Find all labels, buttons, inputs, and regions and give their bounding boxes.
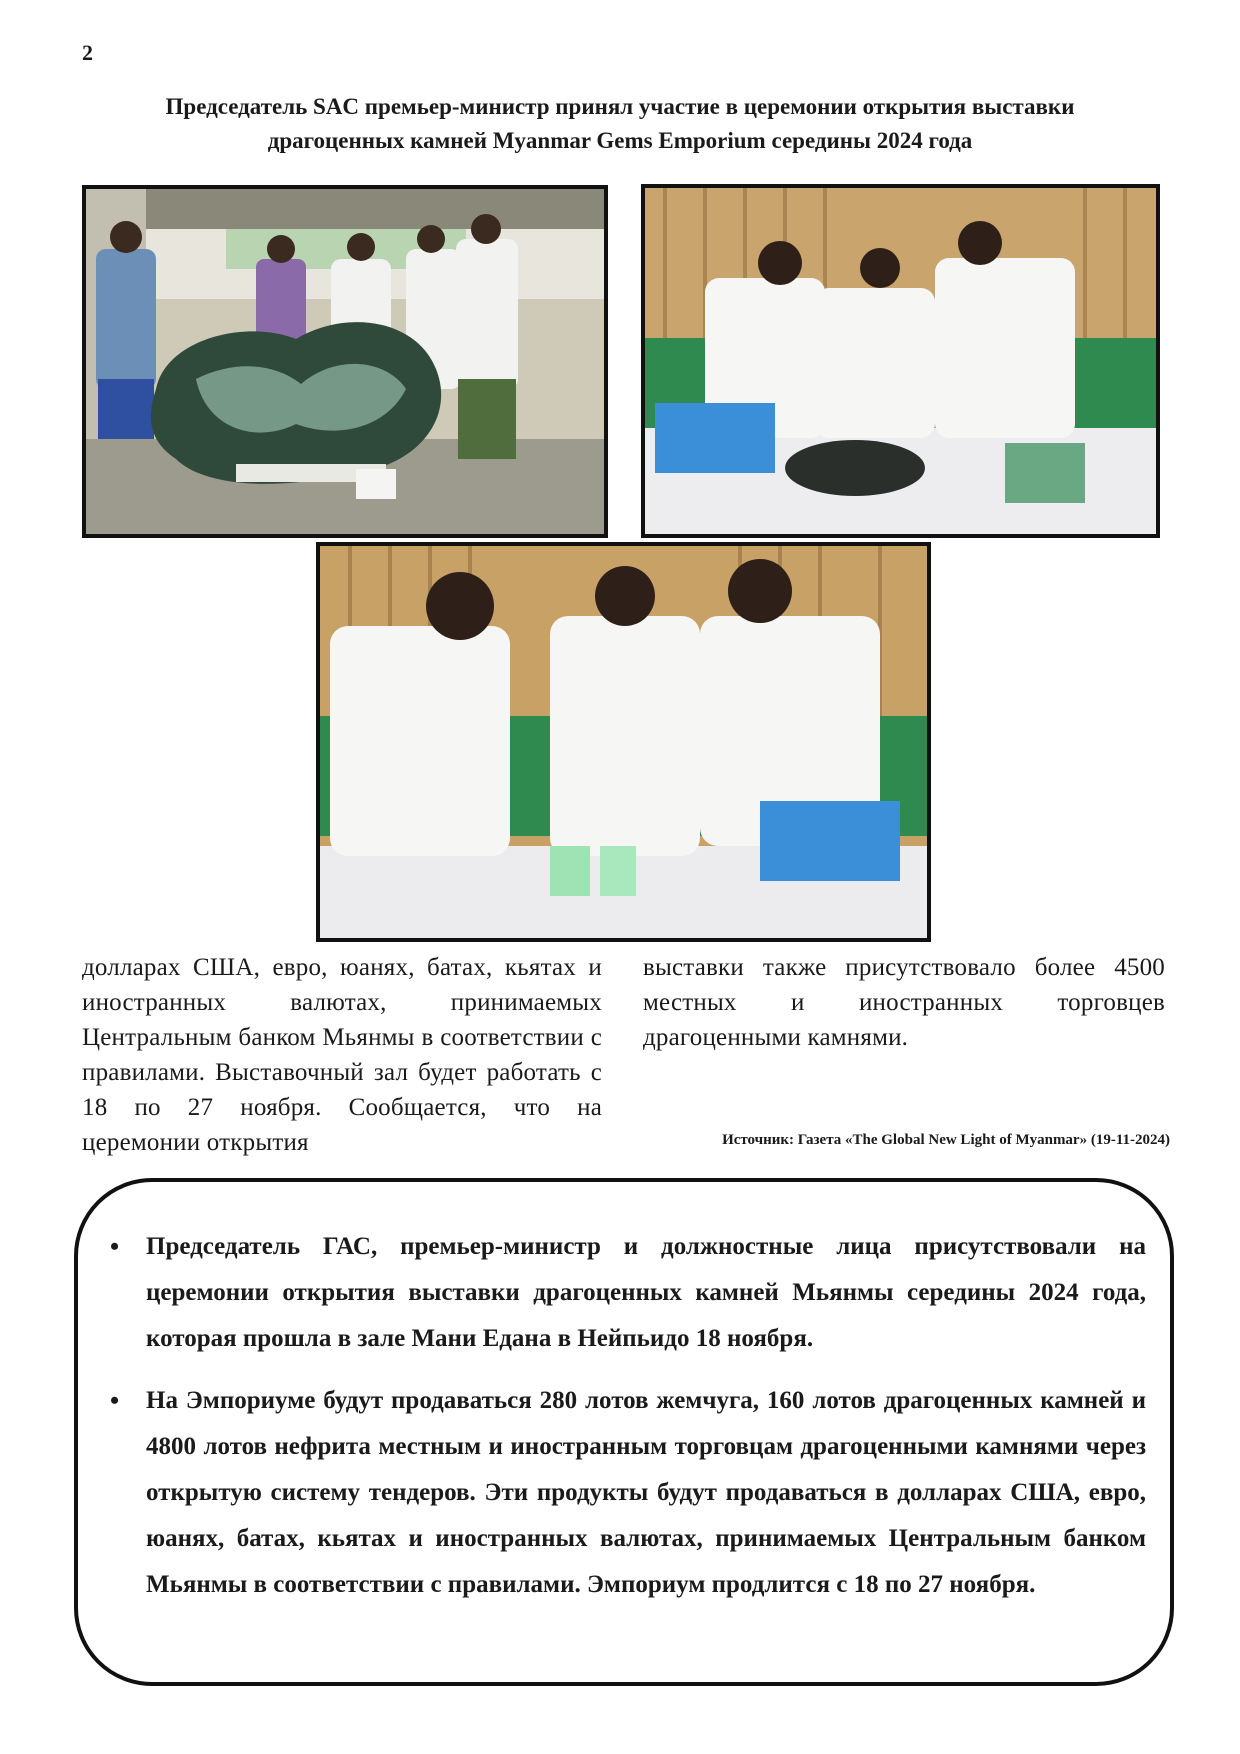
article-body-right-column: выставки также присутствовало более 4500 местных и иностранных торговцев драгоценными камнями.: [643, 954, 1165, 1051]
photo-examining-jade-illustration: [320, 546, 927, 938]
summary-bullet-2: • На Эмпориуме будут продаваться 280 лотов жемчуга, 160 лотов драгоценных камней и 4800 лотов нефрита местным и иностранным торговцам драгоценными камнями через открытую систему тендеров. Эти продукты будут продаваться в долларах США, евро, юанях, батах, кьятах и иностранных валютах, принимаемых Центральным банком Мьянмы в соответствии с правилами. Эмпориум продлится с 18 по 27 ноября.: [146, 1378, 1146, 1608]
title-line-1: Председатель SAC премьер-министр принял участие в церемонии открытия выставки: [165, 94, 1075, 119]
summary-box: [74, 1178, 1174, 1686]
article-body-left-column: долларах США, евро, юанях, батах, кьятах и иностранных валютах, принимаемых Центральным банком Мьянмы в соответствии с правилами. Выставочный зал будет работать с 18 по 27 ноября. Сообщается, что на церемонии открытия: [82, 954, 602, 1156]
source-citation: Источник: Газета «The Global New Light of Myanmar» (19-11-2024): [722, 1132, 1170, 1148]
page-number: 2: [82, 40, 93, 65]
photo-jade-boulder: [82, 185, 608, 538]
photo-jade-boulder-illustration: [86, 189, 604, 534]
summary-bullet-1: • Председатель ГАС, премьер-министр и должностные лица присутствовали на церемонии открытия выставки драгоценных камней Мьянмы середины 2024 года, которая прошла в зале Мани Едана в Нейпьидо 18 ноября.: [146, 1224, 1146, 1362]
title-line-2: драгоценных камней Myanmar Gems Emporium середины 2024 года: [267, 128, 973, 153]
photo-inspecting-gems: [641, 184, 1160, 538]
article-title: [90, 90, 1150, 158]
photo-examining-jade: [316, 542, 931, 942]
photo-inspecting-gems-illustration: [645, 188, 1156, 534]
